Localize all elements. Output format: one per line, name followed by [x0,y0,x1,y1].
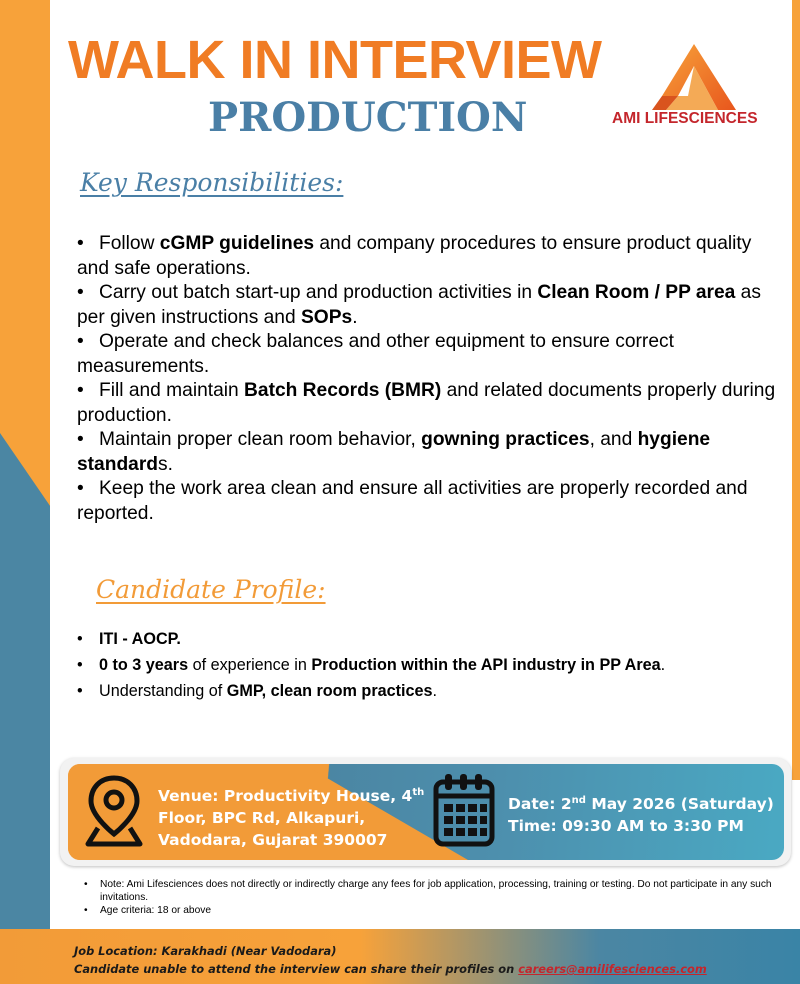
share-profile-line: Candidate unable to attend the interview can share their profiles on careers@amilifesciences.com [74,962,707,976]
list-item: • ITI - AOCP. [77,630,181,648]
venue-text: Venue: Productivity House, 4th Floor, BPC Rd, Alkapuri, Vadodara, Gujarat 390007 [158,787,425,850]
list-item: • Fill and maintain Batch Records (BMR) and related documents properly during production. [77,380,776,426]
list-item: • Understanding of GMP, clean room practices. [77,682,438,700]
careers-email-link[interactable]: careers@amilifesciences.com [518,962,707,976]
key-responsibilities-heading: Key Responsibilities: [80,168,344,197]
job-location: Job Location: Karakhadi (Near Vadodara) [74,944,337,958]
list-item: • Operate and check balances and other equipment to ensure correct measurements. [77,331,674,377]
location-pin-icon [84,774,144,848]
company-logo-icon [652,44,736,110]
page-subtitle: PRODUCTION [208,94,528,141]
list-item: • Carry out batch start-up and production activities in Clean Room / PP area as per given instructions and SOPs. [77,282,761,328]
notes-list [82,878,772,917]
note-item: • Age criteria: 18 or above [82,904,772,917]
list-item: • Follow cGMP guidelines and company procedures to ensure product quality and safe operations. [77,233,752,279]
responsibilities-list [77,232,777,526]
list-item: • Keep the work area clean and ensure all activities are properly recorded and reported. [77,478,748,524]
candidate-list [77,626,787,704]
footer-text [74,942,794,978]
calendar-icon [432,772,496,848]
page-title: WALK IN INTERVIEW [68,30,602,90]
company-name: AMI LIFESCIENCES [612,110,758,127]
list-item: • 0 to 3 years of experience in Production within the API industry in PP Area. [77,656,666,674]
date-time-text: Date: 2nd May 2026 (Saturday) Time: 09:30 AM to 3:30 PM [508,795,774,836]
candidate-profile-heading: Candidate Profile: [96,575,326,604]
right-orange-band [792,0,800,780]
note-item: • Note: Ami Lifesciences does not directly or indirectly charge any fees for job application, processing, training or testing. Do not participate in any such invitations. [82,878,772,904]
list-item: • Maintain proper clean room behavior, gowning practices, and hygiene standards. [77,429,711,475]
